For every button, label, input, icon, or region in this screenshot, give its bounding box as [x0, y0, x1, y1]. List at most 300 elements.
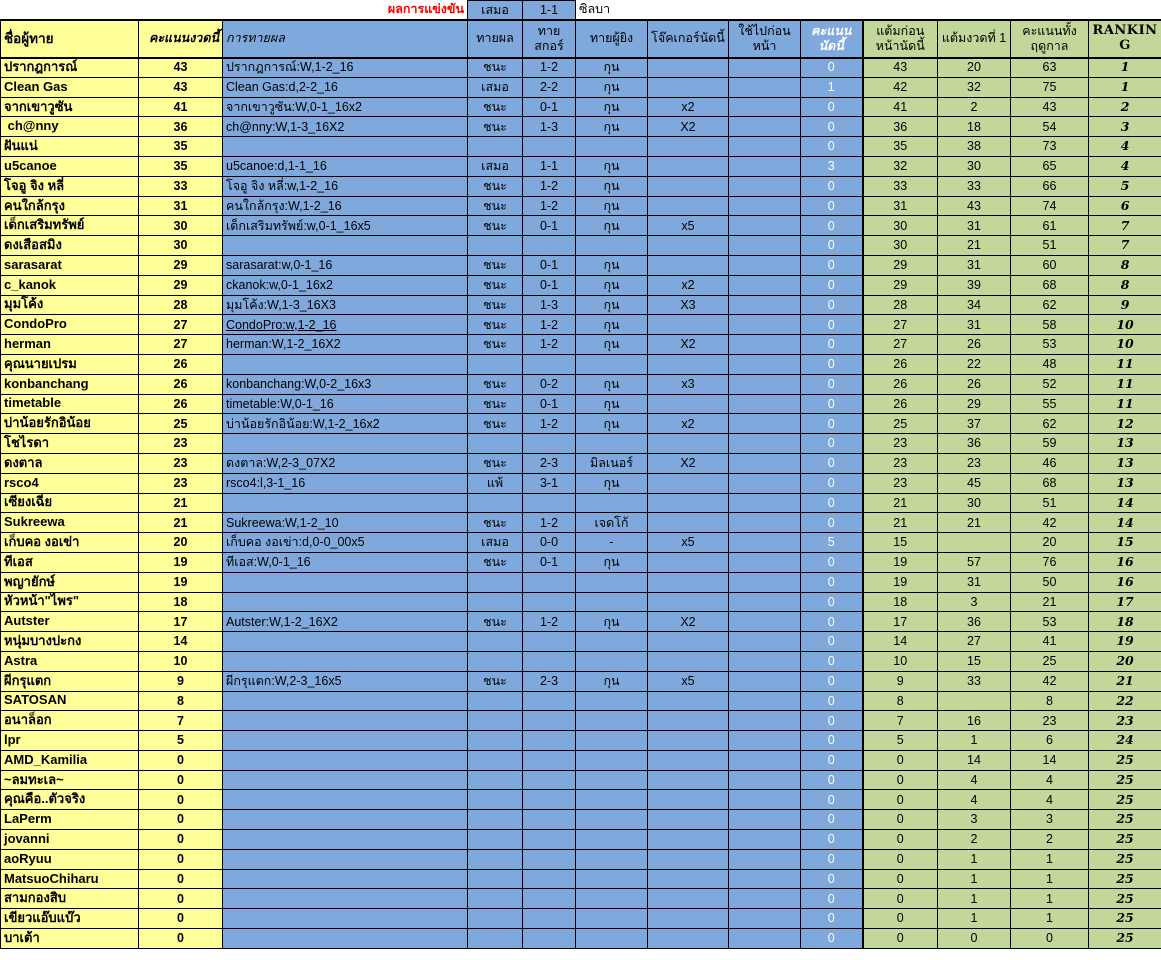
cell-pts-round1[interactable]: 2 — [938, 97, 1011, 117]
cell-used-before[interactable] — [729, 711, 801, 731]
cell-name[interactable]: คุณนายเปรม — [1, 354, 139, 374]
cell-tip-result[interactable]: ชนะ — [468, 255, 523, 275]
cell-joker[interactable] — [648, 354, 729, 374]
cell-pts-round1[interactable] — [938, 533, 1011, 553]
cell-pts-round1[interactable]: 14 — [938, 750, 1011, 770]
cell-match-pts[interactable]: 0 — [801, 889, 863, 909]
cell-tip-scorer[interactable] — [576, 572, 648, 592]
cell-pts-round1[interactable] — [938, 691, 1011, 711]
cell-joker[interactable] — [648, 849, 729, 869]
cell-match-pts[interactable]: 0 — [801, 750, 863, 770]
cell-rank[interactable]: 16 — [1089, 572, 1161, 592]
cell-tip-result[interactable]: ชนะ — [468, 97, 523, 117]
cell-prediction[interactable]: ch@nny:W,1-3_16X2 — [223, 117, 468, 137]
cell-tip-score[interactable] — [523, 750, 576, 770]
cell-rank[interactable]: 25 — [1089, 790, 1161, 810]
cell-pts-before[interactable]: 7 — [863, 711, 938, 731]
cell-rank[interactable]: 20 — [1089, 651, 1161, 671]
cell-pts-round1[interactable]: 43 — [938, 196, 1011, 216]
cell-name[interactable]: เด็กเสริมทรัพย์ — [1, 216, 139, 236]
cell-rank[interactable]: 25 — [1089, 929, 1161, 949]
cell-pts-before[interactable]: 0 — [863, 770, 938, 790]
cell-tip-scorer[interactable]: - — [576, 533, 648, 553]
cell-joker[interactable] — [648, 473, 729, 493]
cell-match-pts[interactable]: 0 — [801, 117, 863, 137]
cell-used-before[interactable] — [729, 671, 801, 691]
cell-used-before[interactable] — [729, 909, 801, 929]
cell-pts-before[interactable]: 36 — [863, 117, 938, 137]
cell-joker[interactable] — [648, 77, 729, 97]
cell-tip-score[interactable] — [523, 691, 576, 711]
cell-season-pts[interactable]: 52 — [1011, 374, 1089, 394]
cell-pts-round1[interactable]: 21 — [938, 236, 1011, 256]
column-header-season-points[interactable]: คะแนนทั้งฤดูกาล — [1011, 20, 1089, 58]
cell-pts-round1[interactable]: 31 — [938, 572, 1011, 592]
cell-season-pts[interactable]: 75 — [1011, 77, 1089, 97]
cell-tip-scorer[interactable] — [576, 651, 648, 671]
cell-match-pts[interactable]: 5 — [801, 533, 863, 553]
cell-season-pts[interactable]: 2 — [1011, 830, 1089, 850]
cell-pts-round1[interactable]: 18 — [938, 117, 1011, 137]
cell-used-before[interactable] — [729, 513, 801, 533]
cell-used-before[interactable] — [729, 275, 801, 295]
cell-pts-round1[interactable]: 27 — [938, 632, 1011, 652]
cell-pts-round1[interactable]: 36 — [938, 612, 1011, 632]
cell-tip-scorer[interactable] — [576, 830, 648, 850]
cell-round-pts[interactable]: 0 — [139, 750, 223, 770]
cell-round-pts[interactable]: 18 — [139, 592, 223, 612]
cell-tip-result[interactable] — [468, 354, 523, 374]
cell-prediction[interactable] — [223, 750, 468, 770]
cell-used-before[interactable] — [729, 255, 801, 275]
cell-pts-before[interactable]: 8 — [863, 691, 938, 711]
cell-name[interactable]: Clean Gas — [1, 77, 139, 97]
column-header-tip-result[interactable]: ทายผล — [468, 20, 523, 58]
cell-used-before[interactable] — [729, 533, 801, 553]
cell-joker[interactable] — [648, 493, 729, 513]
cell-joker[interactable] — [648, 394, 729, 414]
cell-pts-before[interactable]: 26 — [863, 374, 938, 394]
cell-tip-scorer[interactable] — [576, 632, 648, 652]
cell-pts-before[interactable]: 18 — [863, 592, 938, 612]
cell-tip-scorer[interactable]: กุน — [576, 176, 648, 196]
cell-name[interactable]: ทีเอส — [1, 552, 139, 572]
cell-match-pts[interactable]: 0 — [801, 810, 863, 830]
cell-season-pts[interactable]: 1 — [1011, 909, 1089, 929]
cell-name[interactable]: sarasarat — [1, 255, 139, 275]
cell-pts-round1[interactable]: 31 — [938, 315, 1011, 335]
cell-tip-result[interactable]: ชนะ — [468, 315, 523, 335]
cell-name[interactable]: timetable — [1, 394, 139, 414]
cell-joker[interactable] — [648, 691, 729, 711]
cell-tip-result[interactable]: ชนะ — [468, 513, 523, 533]
cell-rank[interactable]: 11 — [1089, 354, 1161, 374]
cell-joker[interactable] — [648, 770, 729, 790]
cell-joker[interactable] — [648, 929, 729, 949]
cell-pts-round1[interactable]: 4 — [938, 770, 1011, 790]
cell-pts-before[interactable]: 9 — [863, 671, 938, 691]
cell-season-pts[interactable]: 54 — [1011, 117, 1089, 137]
cell-pts-round1[interactable]: 30 — [938, 493, 1011, 513]
cell-season-pts[interactable]: 3 — [1011, 810, 1089, 830]
cell-tip-score[interactable]: 0-1 — [523, 275, 576, 295]
cell-used-before[interactable] — [729, 929, 801, 949]
cell-pts-before[interactable]: 10 — [863, 651, 938, 671]
cell-name[interactable]: ปรากฎการณ์ — [1, 58, 139, 78]
cell-name[interactable]: หัวหน้า"ไพร" — [1, 592, 139, 612]
cell-pts-before[interactable]: 31 — [863, 196, 938, 216]
cell-tip-score[interactable] — [523, 434, 576, 454]
cell-tip-scorer[interactable]: กุน — [576, 315, 648, 335]
cell-tip-score[interactable]: 3-1 — [523, 473, 576, 493]
cell-tip-score[interactable] — [523, 810, 576, 830]
cell-used-before[interactable] — [729, 869, 801, 889]
cell-match-pts[interactable]: 0 — [801, 394, 863, 414]
cell-name[interactable]: เซียงเฉี่ย — [1, 493, 139, 513]
cell-round-pts[interactable]: 26 — [139, 394, 223, 414]
cell-rank[interactable]: 15 — [1089, 533, 1161, 553]
cell-pts-before[interactable]: 43 — [863, 58, 938, 78]
cell-used-before[interactable] — [729, 790, 801, 810]
cell-season-pts[interactable]: 46 — [1011, 453, 1089, 473]
column-header-joker[interactable]: โจ๊คเกอร์นัดนี้ — [648, 20, 729, 58]
cell-prediction[interactable]: Autster:W,1-2_16X2 — [223, 612, 468, 632]
cell-prediction[interactable]: u5canoe:d,1-1_16 — [223, 156, 468, 176]
cell-round-pts[interactable]: 27 — [139, 335, 223, 355]
cell-match-pts[interactable]: 0 — [801, 196, 863, 216]
cell-season-pts[interactable]: 61 — [1011, 216, 1089, 236]
cell-pts-before[interactable]: 0 — [863, 810, 938, 830]
cell-season-pts[interactable]: 14 — [1011, 750, 1089, 770]
cell-round-pts[interactable]: 30 — [139, 216, 223, 236]
cell-joker[interactable] — [648, 651, 729, 671]
column-header-prediction[interactable]: การทายผล — [223, 20, 468, 58]
cell-name[interactable]: เก็บคอ งอเข่า — [1, 533, 139, 553]
cell-tip-score[interactable] — [523, 592, 576, 612]
cell-match-pts[interactable]: 0 — [801, 691, 863, 711]
cell-used-before[interactable] — [729, 691, 801, 711]
cell-tip-score[interactable] — [523, 869, 576, 889]
cell-tip-score[interactable]: 1-2 — [523, 612, 576, 632]
cell-used-before[interactable] — [729, 97, 801, 117]
cell-used-before[interactable] — [729, 889, 801, 909]
cell-tip-scorer[interactable]: กุน — [576, 374, 648, 394]
cell-pts-before[interactable]: 29 — [863, 255, 938, 275]
cell-tip-scorer[interactable] — [576, 592, 648, 612]
cell-prediction[interactable] — [223, 770, 468, 790]
cell-tip-result[interactable] — [468, 592, 523, 612]
cell-match-pts[interactable]: 0 — [801, 275, 863, 295]
cell-joker[interactable] — [648, 137, 729, 157]
cell-tip-score[interactable]: 1-2 — [523, 58, 576, 78]
cell-tip-result[interactable]: เสมอ — [468, 77, 523, 97]
cell-tip-score[interactable]: 0-0 — [523, 533, 576, 553]
cell-name[interactable]: บ่าน้อยรักอิน้อย — [1, 414, 139, 434]
cell-pts-round1[interactable]: 1 — [938, 889, 1011, 909]
cell-pts-round1[interactable]: 29 — [938, 394, 1011, 414]
cell-tip-scorer[interactable] — [576, 354, 648, 374]
cell-joker[interactable] — [648, 909, 729, 929]
cell-season-pts[interactable]: 1 — [1011, 849, 1089, 869]
cell-joker[interactable] — [648, 513, 729, 533]
cell-pts-round1[interactable]: 34 — [938, 295, 1011, 315]
cell-season-pts[interactable]: 41 — [1011, 632, 1089, 652]
cell-rank[interactable]: 13 — [1089, 434, 1161, 454]
cell-pts-round1[interactable]: 31 — [938, 255, 1011, 275]
cell-pts-before[interactable]: 14 — [863, 632, 938, 652]
cell-round-pts[interactable]: 0 — [139, 790, 223, 810]
cell-prediction[interactable]: herman:W,1-2_16X2 — [223, 335, 468, 355]
cell-name[interactable]: rsco4 — [1, 473, 139, 493]
cell-joker[interactable]: X2 — [648, 335, 729, 355]
cell-pts-before[interactable]: 17 — [863, 612, 938, 632]
cell-used-before[interactable] — [729, 770, 801, 790]
cell-prediction[interactable] — [223, 889, 468, 909]
cell-pts-before[interactable]: 35 — [863, 137, 938, 157]
cell-tip-scorer[interactable]: กุน — [576, 414, 648, 434]
cell-round-pts[interactable]: 26 — [139, 374, 223, 394]
cell-rank[interactable]: 13 — [1089, 473, 1161, 493]
cell-tip-scorer[interactable] — [576, 869, 648, 889]
cell-tip-result[interactable]: แพ้ — [468, 473, 523, 493]
cell-pts-before[interactable]: 5 — [863, 731, 938, 751]
cell-name[interactable]: พญายักษ์ — [1, 572, 139, 592]
cell-tip-result[interactable]: ชนะ — [468, 612, 523, 632]
cell-pts-round1[interactable]: 23 — [938, 453, 1011, 473]
cell-round-pts[interactable]: 36 — [139, 117, 223, 137]
cell-tip-result[interactable]: เสมอ — [468, 156, 523, 176]
cell-pts-before[interactable]: 42 — [863, 77, 938, 97]
cell-joker[interactable] — [648, 830, 729, 850]
cell-joker[interactable] — [648, 196, 729, 216]
cell-used-before[interactable] — [729, 335, 801, 355]
cell-joker[interactable] — [648, 552, 729, 572]
cell-used-before[interactable] — [729, 414, 801, 434]
cell-joker[interactable]: X2 — [648, 612, 729, 632]
cell-tip-scorer[interactable]: กุน — [576, 473, 648, 493]
cell-match-pts[interactable]: 0 — [801, 137, 863, 157]
cell-pts-before[interactable]: 0 — [863, 909, 938, 929]
cell-round-pts[interactable]: 0 — [139, 889, 223, 909]
cell-rank[interactable]: 9 — [1089, 295, 1161, 315]
cell-tip-score[interactable]: 0-1 — [523, 255, 576, 275]
cell-name[interactable]: herman — [1, 335, 139, 355]
cell-rank[interactable]: 4 — [1089, 137, 1161, 157]
cell-match-pts[interactable]: 0 — [801, 97, 863, 117]
cell-round-pts[interactable]: 0 — [139, 770, 223, 790]
cell-prediction[interactable] — [223, 651, 468, 671]
cell-match-pts[interactable]: 0 — [801, 434, 863, 454]
cell-prediction[interactable] — [223, 711, 468, 731]
cell-match-pts[interactable]: 0 — [801, 315, 863, 335]
cell-match-pts[interactable]: 0 — [801, 453, 863, 473]
cell-round-pts[interactable]: 21 — [139, 493, 223, 513]
cell-round-pts[interactable]: 26 — [139, 354, 223, 374]
cell-tip-scorer[interactable]: กุน — [576, 216, 648, 236]
cell-season-pts[interactable]: 1 — [1011, 869, 1089, 889]
cell-name[interactable]: จากเขาวูซัน — [1, 97, 139, 117]
cell-tip-scorer[interactable]: กุน — [576, 156, 648, 176]
cell-round-pts[interactable]: 8 — [139, 691, 223, 711]
cell-match-pts[interactable]: 0 — [801, 255, 863, 275]
cell-pts-round1[interactable]: 26 — [938, 335, 1011, 355]
cell-season-pts[interactable]: 51 — [1011, 493, 1089, 513]
cell-prediction[interactable] — [223, 236, 468, 256]
cell-joker[interactable] — [648, 236, 729, 256]
cell-joker[interactable] — [648, 869, 729, 889]
cell-pts-before[interactable]: 28 — [863, 295, 938, 315]
cell-tip-scorer[interactable] — [576, 849, 648, 869]
cell-name[interactable]: โชไรดา — [1, 434, 139, 454]
cell-match-pts[interactable]: 0 — [801, 473, 863, 493]
cell-tip-score[interactable] — [523, 711, 576, 731]
cell-joker[interactable]: X2 — [648, 453, 729, 473]
cell-pts-before[interactable]: 41 — [863, 97, 938, 117]
cell-prediction[interactable]: เด็กเสริมทรัพย์:w,0-1_16x5 — [223, 216, 468, 236]
cell-rank[interactable]: 25 — [1089, 849, 1161, 869]
cell-tip-score[interactable]: 1-3 — [523, 117, 576, 137]
cell-pts-before[interactable]: 19 — [863, 572, 938, 592]
cell-tip-result[interactable] — [468, 236, 523, 256]
cell-tip-result[interactable] — [468, 651, 523, 671]
cell-pts-round1[interactable]: 39 — [938, 275, 1011, 295]
column-header-used-before[interactable]: ใช้ไปก่อนหน้า — [729, 20, 801, 58]
cell-tip-score[interactable] — [523, 909, 576, 929]
cell-tip-result[interactable] — [468, 711, 523, 731]
cell-rank[interactable]: 25 — [1089, 909, 1161, 929]
cell-tip-score[interactable] — [523, 929, 576, 949]
cell-season-pts[interactable]: 8 — [1011, 691, 1089, 711]
cell-pts-round1[interactable]: 26 — [938, 374, 1011, 394]
cell-tip-scorer[interactable] — [576, 691, 648, 711]
cell-used-before[interactable] — [729, 473, 801, 493]
cell-tip-scorer[interactable]: กุน — [576, 97, 648, 117]
cell-tip-scorer[interactable] — [576, 750, 648, 770]
cell-used-before[interactable] — [729, 493, 801, 513]
cell-round-pts[interactable]: 7 — [139, 711, 223, 731]
cell-tip-result[interactable] — [468, 830, 523, 850]
cell-tip-scorer[interactable] — [576, 236, 648, 256]
cell-pts-before[interactable]: 0 — [863, 790, 938, 810]
cell-pts-before[interactable]: 0 — [863, 889, 938, 909]
cell-pts-round1[interactable]: 1 — [938, 909, 1011, 929]
cell-round-pts[interactable]: 20 — [139, 533, 223, 553]
cell-name[interactable]: ดงเสือสมิง — [1, 236, 139, 256]
cell-prediction[interactable] — [223, 830, 468, 850]
cell-season-pts[interactable]: 50 — [1011, 572, 1089, 592]
cell-tip-scorer[interactable] — [576, 434, 648, 454]
column-header-round-points[interactable]: คะแนนงวดนี้ — [139, 20, 223, 58]
cell-tip-scorer[interactable] — [576, 770, 648, 790]
cell-joker[interactable]: x3 — [648, 374, 729, 394]
cell-season-pts[interactable]: 60 — [1011, 255, 1089, 275]
cell-pts-before[interactable]: 27 — [863, 335, 938, 355]
cell-season-pts[interactable]: 76 — [1011, 552, 1089, 572]
cell-used-before[interactable] — [729, 434, 801, 454]
cell-round-pts[interactable]: 43 — [139, 77, 223, 97]
cell-used-before[interactable] — [729, 572, 801, 592]
cell-name[interactable]: Astra — [1, 651, 139, 671]
cell-tip-result[interactable]: ชนะ — [468, 58, 523, 78]
cell-used-before[interactable] — [729, 651, 801, 671]
cell-season-pts[interactable]: 74 — [1011, 196, 1089, 216]
cell-round-pts[interactable]: 23 — [139, 434, 223, 454]
cell-tip-result[interactable]: ชนะ — [468, 374, 523, 394]
cell-prediction[interactable]: timetable:W,0-1_16 — [223, 394, 468, 414]
cell-season-pts[interactable]: 48 — [1011, 354, 1089, 374]
cell-tip-result[interactable]: ชนะ — [468, 176, 523, 196]
cell-prediction[interactable]: CondoPro:w,1-2_16 — [223, 315, 468, 335]
cell-season-pts[interactable]: 51 — [1011, 236, 1089, 256]
column-header-points-round1[interactable]: แต้มงวดที่ 1 — [938, 20, 1011, 58]
cell-pts-round1[interactable]: 32 — [938, 77, 1011, 97]
cell-tip-scorer[interactable] — [576, 711, 648, 731]
cell-name[interactable]: มุมโค้ง — [1, 295, 139, 315]
cell-tip-result[interactable] — [468, 434, 523, 454]
cell-name[interactable]: บาเต้า — [1, 929, 139, 949]
cell-name[interactable]: aoRyuu — [1, 849, 139, 869]
cell-tip-score[interactable]: 0-1 — [523, 552, 576, 572]
cell-pts-round1[interactable]: 4 — [938, 790, 1011, 810]
cell-tip-scorer[interactable]: กุน — [576, 552, 648, 572]
cell-tip-result[interactable]: ชนะ — [468, 335, 523, 355]
cell-tip-result[interactable] — [468, 770, 523, 790]
cell-pts-round1[interactable]: 31 — [938, 216, 1011, 236]
cell-season-pts[interactable]: 0 — [1011, 929, 1089, 949]
cell-rank[interactable]: 6 — [1089, 196, 1161, 216]
cell-tip-scorer[interactable] — [576, 790, 648, 810]
cell-tip-result[interactable]: ชนะ — [468, 196, 523, 216]
cell-name[interactable]: jovanni — [1, 830, 139, 850]
cell-used-before[interactable] — [729, 156, 801, 176]
cell-match-pts[interactable]: 0 — [801, 830, 863, 850]
cell-pts-before[interactable]: 26 — [863, 394, 938, 414]
cell-pts-round1[interactable]: 1 — [938, 869, 1011, 889]
cell-rank[interactable]: 1 — [1089, 77, 1161, 97]
cell-used-before[interactable] — [729, 632, 801, 652]
cell-match-pts[interactable]: 0 — [801, 929, 863, 949]
cell-prediction[interactable]: ผีกรุแตก:W,2-3_16x5 — [223, 671, 468, 691]
cell-joker[interactable]: X3 — [648, 295, 729, 315]
cell-season-pts[interactable]: 25 — [1011, 651, 1089, 671]
cell-rank[interactable]: 25 — [1089, 750, 1161, 770]
cell-pts-before[interactable]: 0 — [863, 849, 938, 869]
cell-match-pts[interactable]: 0 — [801, 176, 863, 196]
match-score-value[interactable]: 1-1 — [523, 1, 576, 20]
cell-season-pts[interactable]: 68 — [1011, 275, 1089, 295]
cell-prediction[interactable] — [223, 592, 468, 612]
cell-prediction[interactable]: เก็บคอ งอเข่า:d,0-0_00x5 — [223, 533, 468, 553]
cell-rank[interactable]: 2 — [1089, 97, 1161, 117]
cell-used-before[interactable] — [729, 810, 801, 830]
cell-tip-scorer[interactable] — [576, 929, 648, 949]
cell-tip-scorer[interactable]: กุน — [576, 117, 648, 137]
column-header-ranking[interactable]: RANKING — [1089, 20, 1161, 58]
cell-prediction[interactable] — [223, 869, 468, 889]
cell-tip-score[interactable] — [523, 830, 576, 850]
cell-pts-round1[interactable]: 20 — [938, 58, 1011, 78]
cell-round-pts[interactable]: 30 — [139, 236, 223, 256]
cell-pts-round1[interactable]: 15 — [938, 651, 1011, 671]
cell-rank[interactable]: 19 — [1089, 632, 1161, 652]
cell-tip-result[interactable] — [468, 632, 523, 652]
cell-prediction[interactable]: คนใกล้กรุง:W,1-2_16 — [223, 196, 468, 216]
cell-season-pts[interactable]: 55 — [1011, 394, 1089, 414]
cell-rank[interactable]: 14 — [1089, 493, 1161, 513]
cell-prediction[interactable] — [223, 493, 468, 513]
cell-tip-scorer[interactable] — [576, 137, 648, 157]
cell-match-pts[interactable]: 0 — [801, 552, 863, 572]
